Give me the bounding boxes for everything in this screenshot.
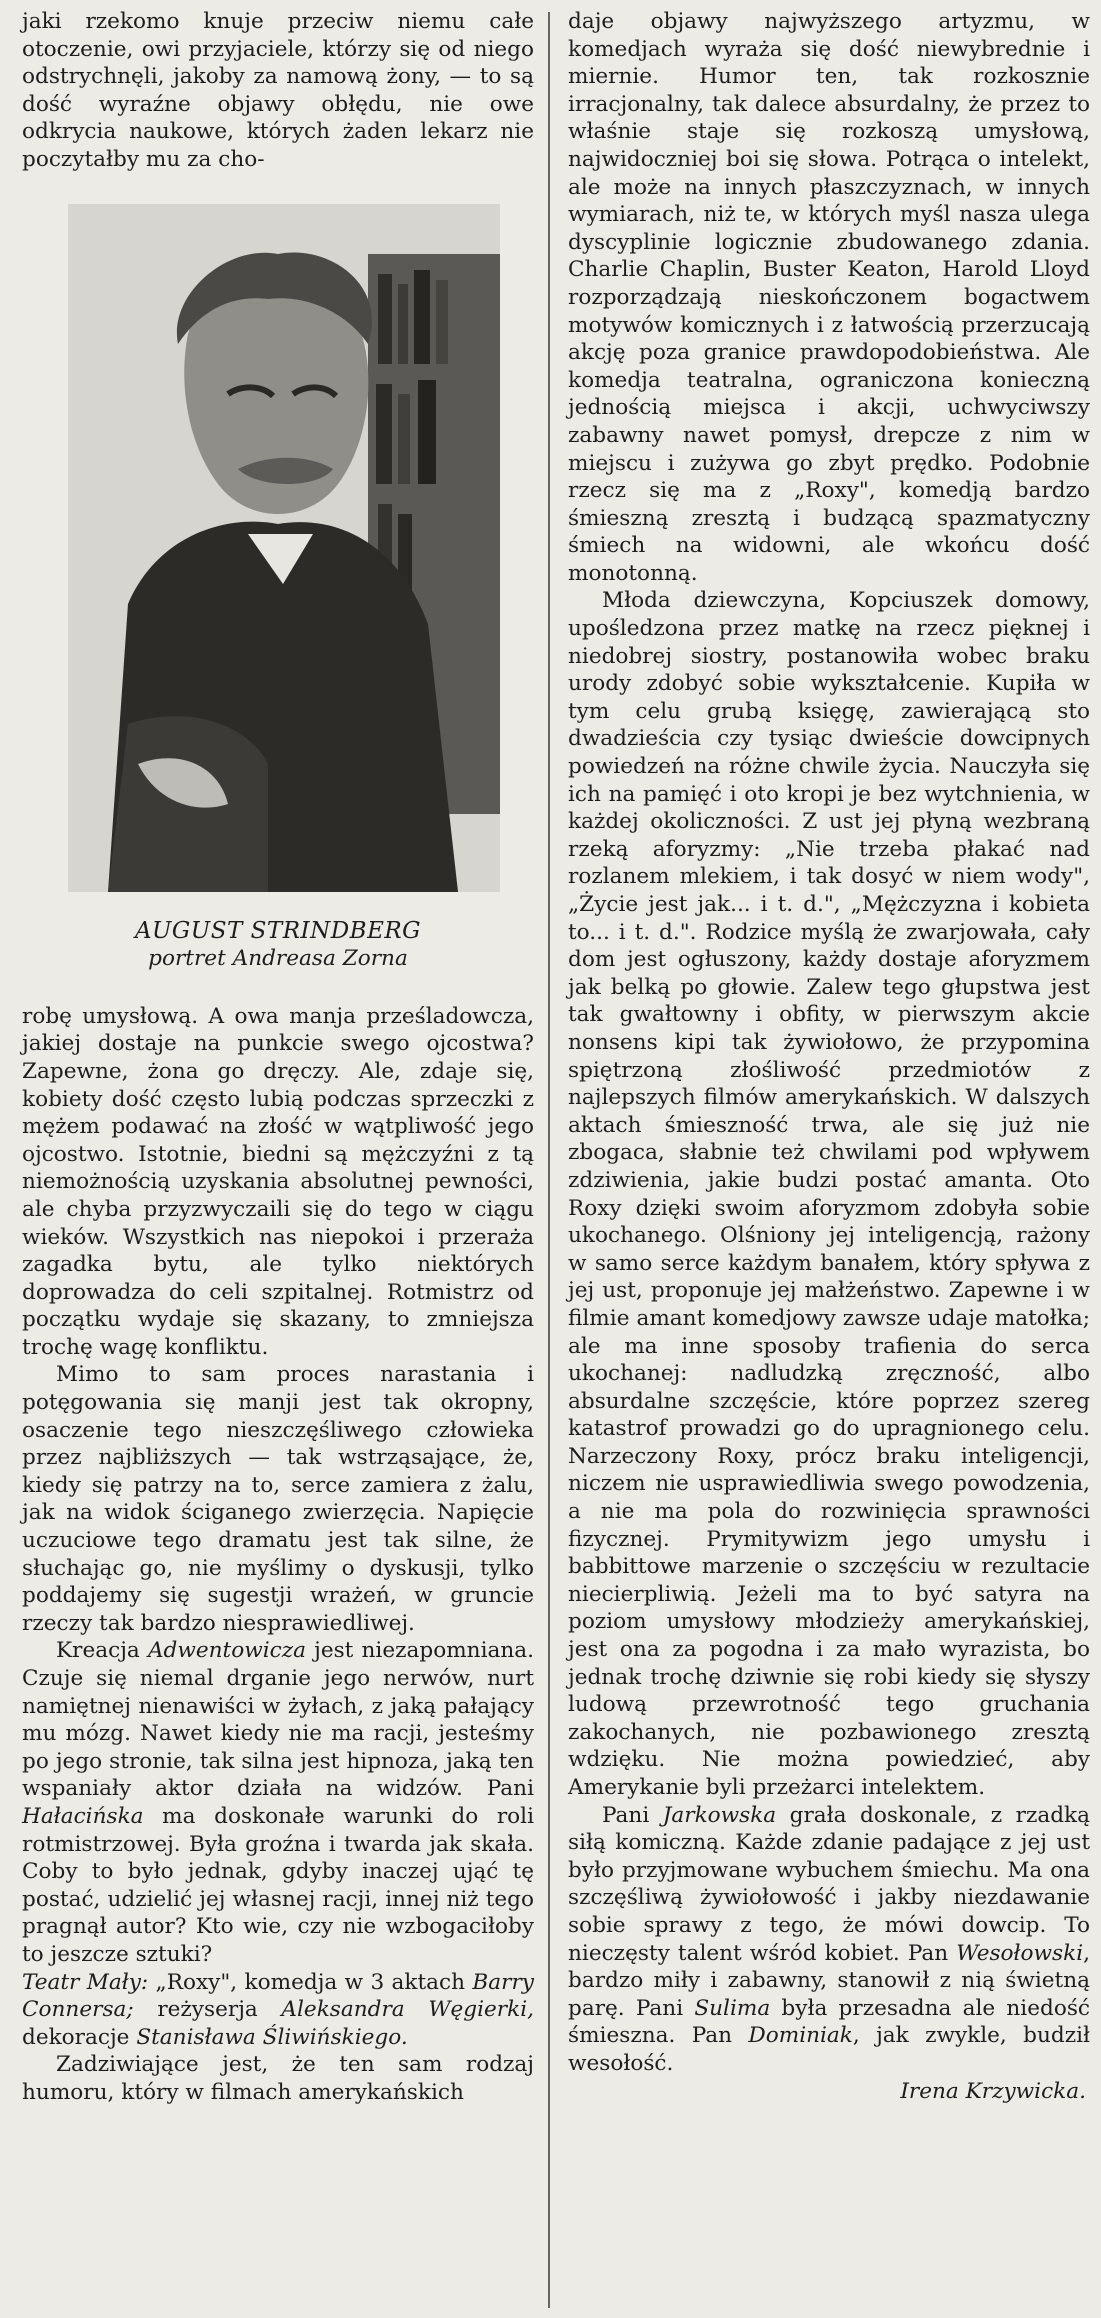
credits-director: Aleksandra Węgierki, (281, 1997, 534, 2023)
credits-director-label: reżyserja (133, 1997, 282, 2023)
portrait-caption (22, 918, 534, 973)
left-paragraph-4: Zadziwiające jest, że ten sam rodzaj humoru, który w filmach amerykańskich (22, 2052, 534, 2105)
strindberg-portrait-image (68, 204, 500, 892)
actor-name-wesolowski: Wesołowski (956, 1940, 1084, 1966)
caption-name: AUGUST STRINDBERG (134, 917, 422, 944)
actor-name-sulima: Sulima (694, 1995, 771, 2021)
credits-author: Barry Connersa; (22, 1969, 535, 2023)
text-run: jest niezapomniana. Czuje się niemal drganie jego nerwów, nurt namiętnej nienawiści w żyłach, z jaką pałający mu mózg. Nawet kiedy nie ma racji, jesteśmy po jego stronie, tak silna jest hipnoza, jaką ten wspaniały aktor działa na widzów. Pani (22, 1638, 535, 1802)
text-run: ma doskonałe warunki do roli rotmistrzowej. Była groźna i twarda jak skała. Coby to było jednak, gdyby inaczej ująć tę postać, udzielić jej własnej racji, innej niż tego pragnął autor? Kto wie, czy nie wzbogaciłoby to jeszcze sztuki? (22, 1803, 534, 1967)
left-paragraph-1: robę umysłową. A owa manja prześladowcza, jakiej dostaje na punkcie swego ojcostwa? Zapewne, żona go dręczy. Ale, zdaje się, kobiety dość często lubią podczas sprzeczki z mężem podawać na złość w wątpliwość jego ojcostwo. Istotnie, biedni są mężczyźni z tą niemożnością uzyskania absolutnej pewności, ale chyba przyzwyczaili się do tego w ciągu wieków. Wszystkich nas niepokoi i przeraża zagadka bytu, ale tylko niektórych doprowadza do celi szpitalnej. Rotmistrz od początku wydaje się skazany, to zmniejsza trochę wagę konfliktu. (22, 1003, 534, 1360)
right-paragraph-2: Młoda dziewczyna, Kopciuszek domowy, upośledzona przez matkę na rzecz pięknej i niedobrej siostry, postanowiła wobec braku urody zdobyć sobie wykształcenie. Kupiła w tym celu grubą księgę, zawierającą sto dwadzieścia czy tysiąc dwieście dowcipnych powiedzeń na różne chwile życia. Nauczyła się ich na pamięć i oto kropi je bez wytchnienia, w każdej okoliczności. Z ust jej płyną wezbraną rzeką aforyzmy: „Nie trzeba płakać nad rozlanem mlekiem, i tak dosyć w niem wody", „Życie jest jak... i t. d.", „Mężczyzna i kobieta to... i t. d.". Rodzice myślą że zwarjowała, cały dom jest ogłuszony, każdy dostaje aforyzmem jak belką po głowie. Zalew tego głupstwa jest tak gwałtowny i obfity, w pierwszym akcie nonsens kipi tak żywiołowo, że przypomina spiętrzoną złośliwość przedmiotów z najlepszych filmów amerykańskich. W dalszych aktach śmieszność trwa, ale się już nie zbogaca, słabnie też chwilami pod wpływem zdziwienia, jakie budzi postać amanta. Oto Roxy dzięki swoim aforyzmom zdobyła sobie ukochanego. Olśniony jej inteligencją, rażony w samo serce każdym banałem, który spływa z jej ust, proponuje jej małżeństwo. Zapewne i w filmie amant komedjowy zawsze udaje matołka; ale ma inne sposoby trafienia do serca ukochanej: nadludzką zręczność, albo absurdalne szczęście, które poprzez szereg katastrof prowadzi go do upragnionego celu. Narzeczony Roxy, prócz braku inteligencji, niczem nie usprawiedliwia swego powodzenia, a nie ma pola do rozwinięcia sprawności fizycznej. Prymitywizm jego umysłu i babbittowe marzenie o szczęściu w rezultacie niecierpliwią. Jeżeli ma to być satyra na poziom umysłowy młodzieży amerykańskiej, jest ona za pogodna i za mało wyrazista, bo jednak trochę dziwnie się robi kiedy się słyszy ludową przewrotność tego gruchania zakochanych, nie pozbawionego zresztą wdzięku. Nie można powiedzieć, aby Amerykanie byli przeżarci intelektem. (568, 588, 1090, 1800)
left-paragraph-2: Mimo to sam proces narastania i potęgowania się manji jest tak okropny, osaczenie tego nieszczęśliwego człowieka przez najbliższych — tak wstrząsające, że, kiedy się patrzy na to, serce zamiera z żalu, jak na widok ściganego zwierzęcia. Napięcie uczuciowe tego dramatu jest tak silne, że słuchając go, nie myślimy o dyskusji, tylko poddajemy się sugestji wrażeń, w gruncie rzeczy tak bardzo niesprawiedliwej. (22, 1362, 534, 1636)
text-run: , jak zwykle, budził wesołość. (568, 2023, 1090, 2076)
play-credits (22, 1969, 534, 2052)
credits-play: „Roxy", komedja w 3 aktach (148, 1969, 473, 1995)
credits-decor: Stanisława Śliwińskiego. (136, 2024, 408, 2050)
portrait-drawing (68, 204, 500, 892)
right-paragraph-3 (568, 1802, 1090, 2078)
left-paragraph-3 (22, 1637, 534, 1968)
text-run: Kreacja (56, 1638, 148, 1664)
actor-name-jarkowska: Jarkowska (662, 1802, 777, 1828)
text-run: Pani (602, 1802, 663, 1828)
caption-subtitle: portret Andreasa Zorna (148, 946, 408, 972)
actor-name-halacinska: Hałacińska (22, 1803, 144, 1829)
right-paragraph-1: daje objawy najwyższego artyzmu, w komedjach wyraża się dość niewybrednie i miernie. Humor ten, tak rozkosznie irracjonalny, tak dalece absurdalny, że przez to właśnie staje się rozkoszą umysłową, najwidoczniej boi się słowa. Potrąca o intelekt, ale może na innych płaszczyznach, w innych wymiarach, niż te, w których myśl nasza ulega dyscyplinie logicznie zbudowanego zdania. Charlie Chaplin, Buster Keaton, Harold Lloyd rozporządzają nieskończonem bogactwem motywów komicznych i z łatwością przerzucają akcję poza granice prawdopodobieństwa. Ale komedja teatralna, ograniczona konieczną jednością miejsca i akcji, uchwyciwszy zabawny nawet pomysł, drepcze z nim w miejscu i zużywa go zbyt prędko. Podobnie rzecz się ma z „Roxy", komedją bardzo śmieszną zresztą i budzącą spazmatyczny śmiech na widowni, ale wkońcu dość monotonną. (568, 9, 1090, 586)
actor-name-dominiak: Dominiak (748, 2023, 853, 2049)
text-run: , bardzo miły i zabawny, stanowił z nią świetną parę. Pani (568, 1940, 1090, 2021)
text-run: była przesadna ale niedość śmieszna. Pan (568, 1995, 1090, 2049)
left-column (22, 8, 534, 2107)
actor-name-adwentowicz: Adwentowicza (147, 1638, 306, 1664)
author-signature: Irena Krzywicka. (900, 2078, 1086, 2104)
left-top-paragraph: jaki rzekomo knuje przeciw niemu całe otoczenie, owi przyjaciele, którzy się od niego odstrychnęli, jakoby za namową żony, — to są dość wyraźne objawy obłędu, nie owe odkrycia naukowe, których żaden lekarz nie poczytałby mu za cho- (22, 9, 534, 172)
credits-theatre: Teatr Mały: (22, 1969, 149, 1995)
credits-decor-label: dekoracje (22, 2024, 137, 2050)
column-divider (548, 12, 550, 2308)
right-column (568, 8, 1090, 2105)
text-run: grała doskonale, z rzadką siłą komiczną. Każde zdanie padające z jej ust było przyjmowane wybuchem śmiechu. Ma ona szczęśliwą żywiołowość i jakby niezdawanie sobie sprawy z tego, że mówi dowcip. To nieczęsty talent wśród kobiet. Pan (568, 1802, 1090, 1966)
